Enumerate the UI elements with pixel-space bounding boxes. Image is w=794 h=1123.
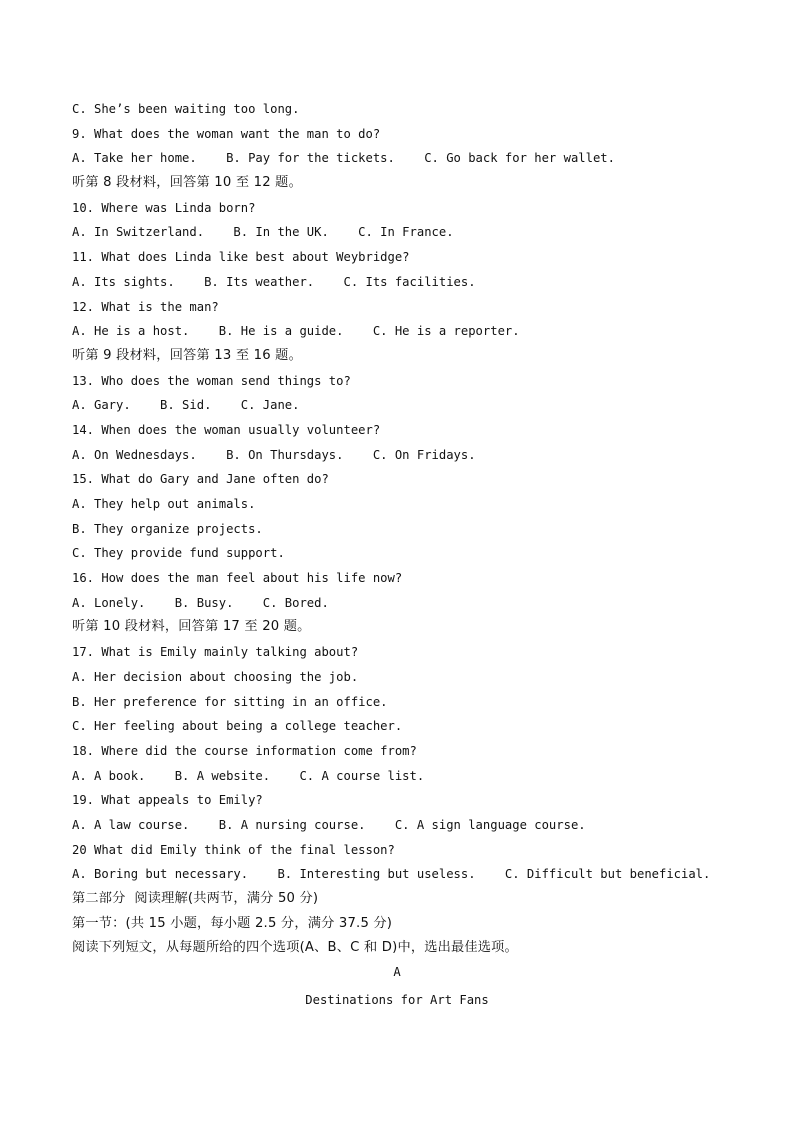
question-line: 12. What is the man? bbox=[72, 299, 219, 314]
question-line: A. Gary. B. Sid. C. Jane. bbox=[72, 398, 300, 413]
question-line: 15. What do Gary and Jane often do? bbox=[72, 472, 329, 487]
question-line: A. Take her home. B. Pay for the tickets. C. Go back for her wallet. bbox=[72, 151, 615, 166]
question-line: 17. What is Emily mainly talking about? bbox=[72, 645, 359, 660]
question-line: C. She’s been waiting too long. bbox=[72, 102, 300, 116]
question-line: C. They provide fund support. bbox=[72, 546, 285, 561]
question-line: A. Boring but necessary. B. Interesting but useless. C. Difficult but beneficial. bbox=[72, 867, 711, 882]
question-line: 9. What does the woman want the man to do? bbox=[72, 126, 381, 141]
question-list bbox=[72, 99, 732, 963]
question-line: 18. Where did the course information come from? bbox=[72, 743, 417, 758]
passage-title: Destinations for Art Fans bbox=[305, 993, 489, 1007]
section-instruction: 阅读下列短文，从每题所给的四个选项(A、B、C 和 D)中，选出最佳选项。 bbox=[72, 940, 518, 956]
passage-letter: A bbox=[393, 965, 401, 979]
question-line: B. Her preference for sitting in an office. bbox=[72, 694, 388, 709]
section-instruction: 听第 8 段材料，回答第 10 至 12 题。 bbox=[72, 175, 302, 191]
question-line: A. Lonely. B. Busy. C. Bored. bbox=[72, 595, 329, 610]
question-line: 14. When does the woman usually volunteer? bbox=[72, 422, 381, 437]
question-line: 13. Who does the woman send things to? bbox=[72, 373, 351, 388]
question-line: A. They help out animals. bbox=[72, 497, 256, 511]
question-line: A. Its sights. B. Its weather. C. Its facilities. bbox=[72, 274, 476, 289]
question-line: 19. What appeals to Emily? bbox=[72, 793, 263, 808]
question-line: C. Her feeling about being a college teacher. bbox=[72, 719, 403, 734]
question-line: A. On Wednesdays. B. On Thursdays. C. On Fridays. bbox=[72, 447, 476, 462]
question-line: A. In Switzerland. B. In the UK. C. In France. bbox=[72, 225, 454, 240]
question-line: B. They organize projects. bbox=[72, 521, 263, 536]
section-instruction: 听第 9 段材料，回答第 13 至 16 题。 bbox=[72, 347, 302, 363]
question-line: A. A law course. B. A nursing course. C. A sign language course. bbox=[72, 817, 586, 832]
section-instruction: 第二部分 阅读理解(共两节，满分 50 分) bbox=[72, 891, 319, 906]
question-line: A. He is a host. B. He is a guide. C. He is a reporter. bbox=[72, 324, 520, 339]
question-line: 16. How does the man feel about his life now? bbox=[72, 571, 403, 586]
question-line: 11. What does Linda like best about Weybridge? bbox=[72, 250, 410, 265]
question-line: A. Her decision about choosing the job. bbox=[72, 669, 359, 684]
section-instruction: 听第 10 段材料，回答第 17 至 20 题。 bbox=[72, 619, 311, 635]
question-line: 10. Where was Linda born? bbox=[72, 200, 256, 215]
question-line: A. A book. B. A website. C. A course list. bbox=[72, 768, 425, 783]
section-instruction: 第一节：(共 15 小题，每小题 2.5 分，满分 37.5 分) bbox=[72, 915, 393, 931]
question-line: 20 What did Emily think of the final lesson? bbox=[72, 842, 395, 857]
